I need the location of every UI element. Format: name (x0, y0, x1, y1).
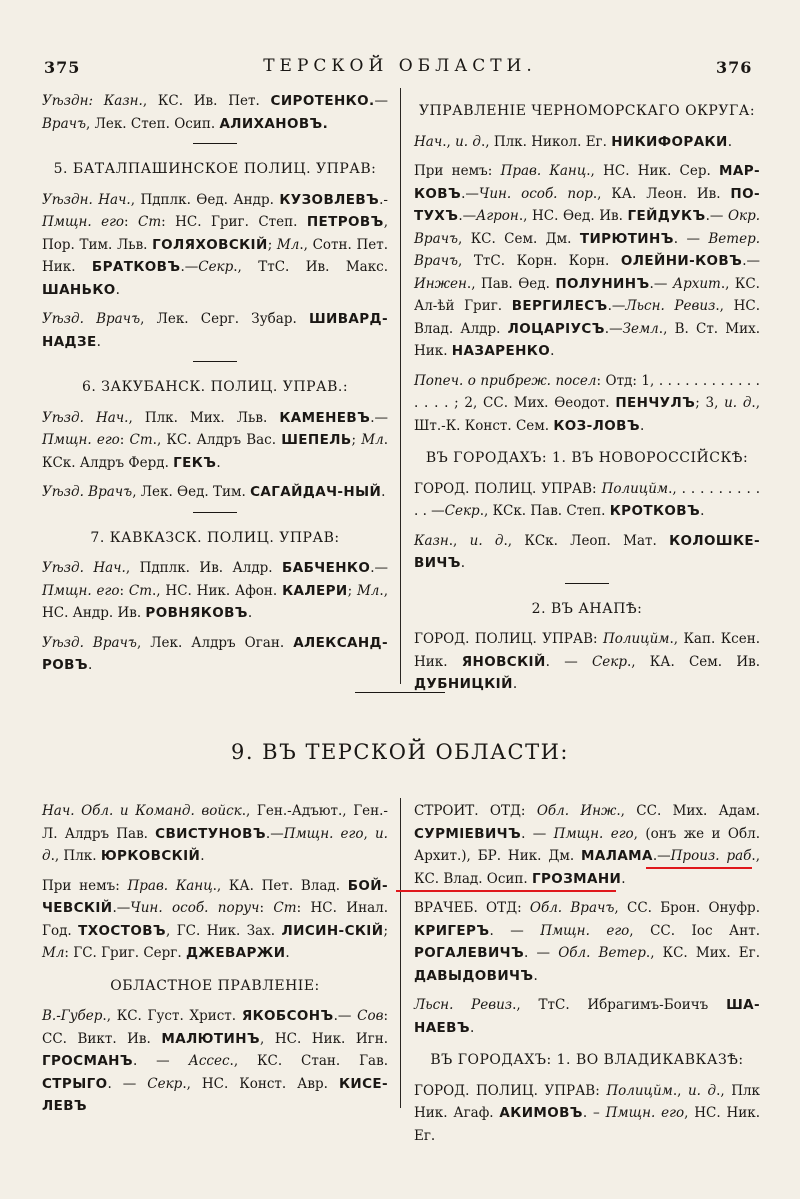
entry-paragraph: В.-Губер., КС. Густ. Христ. ЯКОБСОНЪ.— Сов: СС. Викт. Ив. МАЛЮТИНЪ, НС. Ник. Игн. ГРОСМАНЪ. — Ассес., КС. Стан. Гав. СТРЫГО. — Секр., НС. Конст. Авр. КИСЕ-ЛЕВЪ (42, 1008, 389, 1114)
column-divider-bottom (400, 798, 401, 1108)
separator-rule (193, 143, 237, 144)
red-underline-lower (396, 890, 616, 892)
subsection-heading: 5. БАТАЛПАШИНСКОЕ ПОЛИЦ. УПРАВ: (53, 161, 377, 177)
column-divider-top (400, 88, 401, 684)
entry-paragraph: СТРОИТ. ОТД: Обл. Инж., СС. Мих. Адам. СУРМІЕВИЧЪ. — Пмщн. его, (онъ же и Обл. Архит.), БР. Ник. Дм. МАЛАМА.—Произ. раб., КС. Влад. Осип. ГРОЗМАНИ. (414, 803, 761, 887)
running-head: ТЕРСКОЙ ОБЛАСТИ. (263, 56, 537, 76)
subsection-heading: 6. ЗАКУБАНСК. ПОЛИЦ. УПРАВ.: (81, 379, 349, 395)
subsection-heading: 2. ВЪ АНАПѢ: (531, 600, 643, 617)
entry-paragraph: Нач. Обл. и Команд. войск., Ген.-Адъют., Ген.-Л. Алдръ Пав. СВИСТУНОВЪ.—Пмщн. его, и. д., Плк. ЮРКОВСКІЙ. (42, 803, 388, 864)
separator-rule (193, 361, 237, 362)
page-number-left: 375 (44, 58, 81, 77)
entry-paragraph: При немъ: Прав. Канц., КА. Пет. Влад. БОЙ-ЧЕВСКІЙ.—Чин. особ. поруч: Ст: НС. Инал. Год. ТХОСТОВЪ, ГС. Ник. Зах. ЛИСИН-СКІЙ; Мл: ГС. Григ. Серг. ДЖЕВАРЖИ. (42, 877, 388, 961)
entry-paragraph: Уѣздн. Нач., Пдплк. Ѳед. Андр. КУЗОВЛЕВЪ.- Пмщн. его: Ст: НС. Григ. Степ. ПЕТРОВЪ, Пор. Тим. Льв. ГОЛЯХОВСКІЙ; Мл., Сотн. Пет. Ник. БРАТКОВЪ.—Секр., ТтС. Ив. Макс. ШАНЬКО. (42, 191, 389, 298)
subsection-heading: УПРАВЛЕНІЕ ЧЕРНОМОРСКАГО ОКРУГА: (418, 103, 756, 119)
left-column-bottom (42, 800, 388, 1125)
entry-paragraph: ГОРОД. ПОЛИЦ. УПРАВ: Полицйм., . . . . . . . . . . . —Секр., КСк. Пав. Степ. КРОТКОВЪ. (414, 480, 760, 519)
entry-paragraph: Льсн. Ревиз., ТтС. Ибрагимъ-Боичъ ША-НАЕВЪ. (414, 997, 760, 1036)
section-divider (355, 692, 445, 693)
right-column-bottom (414, 800, 760, 1154)
left-column-top (42, 90, 388, 684)
subsection-heading: ОБЛАСТНОЕ ПРАВЛЕНІЕ: (110, 977, 320, 994)
entry-paragraph: Уѣздн: Казн., КС. Ив. Пет. СИРОТЕНКО.— Врачъ, Лек. Степ. Осип. АЛИХАНОВЪ. (42, 93, 388, 132)
right-column-top (414, 90, 760, 703)
entry-paragraph: Казн., и. д., КСк. Леоп. Мат. КОЛОШКЕ-ВИЧЪ. (414, 532, 761, 571)
separator-rule (193, 512, 237, 513)
entry-paragraph: Уѣзд. Врачъ, Лек. Алдръ Оган. АЛЕКСАНД-РОВЪ. (42, 634, 388, 673)
entry-paragraph: Уѣзд. Врачъ, Лек. Ѳед. Тим. САГАЙДАЧ-НЫЙ. (42, 484, 386, 500)
page-number-right: 376 (716, 58, 753, 77)
entry-paragraph: При немъ: Прав. Канц., НС. Ник. Сер. МАР-КОВЪ.—Чин. особ. пор., КА. Леон. Ив. ПО-ТУХЪ.—Агрон., НС. Ѳед. Ив. ГЕЙДУКЪ.— Окр. Врачъ, КС. Сем. Дм. ТИРЮТИНЪ. — Ветер. Врачъ, ТтС. Корн. Корн. ОЛЕЙНИ-КОВЪ.—Инжен., Пав. Ѳед. ПОЛУНИНЪ.— Архит., КС. Ал-ѣй Григ. ВЕРГИЛЕСЪ.—Льсн. Ревиз., НС. Влад. Алдр. ЛОЦАРІУСЪ.—Земл., В. Ст. Мих. Ник. НАЗАРЕНКО. (414, 163, 761, 359)
red-underline-upper (646, 867, 752, 869)
subsection-heading: ВЪ ГОРОДАХЪ: 1. ВО ВЛАДИКАВКАЗѢ: (430, 1052, 744, 1068)
entry-paragraph: ВРАЧЕБ. ОТД: Обл. Врачъ, СС. Брон. Онуфр. КРИГЕРЪ. — Пмщн. его, СС. Іос Ант. РОГАЛЕВИЧЪ. — Обл. Ветер., КС. Мих. Ег. ДАВЫДОВИЧЪ. (414, 900, 761, 984)
entry-paragraph: Уѣзд. Нач., Пдплк. Ив. Алдр. БАБЧЕНКО.— Пмщн. его: Ст., НС. Ник. Афон. КАЛЕРИ; Мл., НС. Андр. Ив. РОВНЯКОВЪ. (42, 560, 388, 621)
entry-paragraph: ГОРОД. ПОЛИЦ. УПРАВ: Полицйм., Кап. Ксен. Ник. ЯНОВСКІЙ. — Секр., КА. Сем. Ив. ДУБНИЦКІЙ. (414, 631, 760, 692)
entry-paragraph: Попеч. о прибреж. посел: Отд: 1, . . . . . . . . . . . . . . . . ; 2, СС. Мих. Ѳеодот. ПЕНЧУЛЪ; 3, и. д., Шт.-К. Конст. Сем. КОЗ-ЛОВЪ. (414, 372, 760, 434)
entry-paragraph: Нач., и. д., Плк. Никол. Ег. НИКИФОРАКИ. (414, 133, 732, 150)
entry-paragraph: Уѣзд. Врачъ, Лек. Серг. Зубар. ШИВАРД-НАДЗЕ. (42, 311, 388, 350)
subsection-heading: ВЪ ГОРОДАХЪ: 1. ВЪ НОВОРОССІЙСКѢ: (425, 450, 749, 466)
section-title: 9. ВЪ ТЕРСКОЙ ОБЛАСТИ: (230, 740, 570, 764)
subsection-heading: 7. КАВКАЗСК. ПОЛИЦ. УПРАВ: (90, 529, 340, 546)
entry-paragraph: ГОРОД. ПОЛИЦ. УПРАВ: Полицйм., и. д., Плк Ник. Агаф. АКИМОВЪ. – Пмщн. его, НС. Ник. Ег. (414, 1082, 760, 1144)
separator-rule (565, 583, 609, 584)
entry-paragraph: Уѣзд. Нач., Плк. Мих. Льв. КАМЕНЕВЪ.— Пмщн. его: Ст., КС. Алдръ Вас. ШЕПЕЛЬ; Мл. КСк. Алдръ Ферд. ГЕКЪ. (42, 409, 388, 471)
